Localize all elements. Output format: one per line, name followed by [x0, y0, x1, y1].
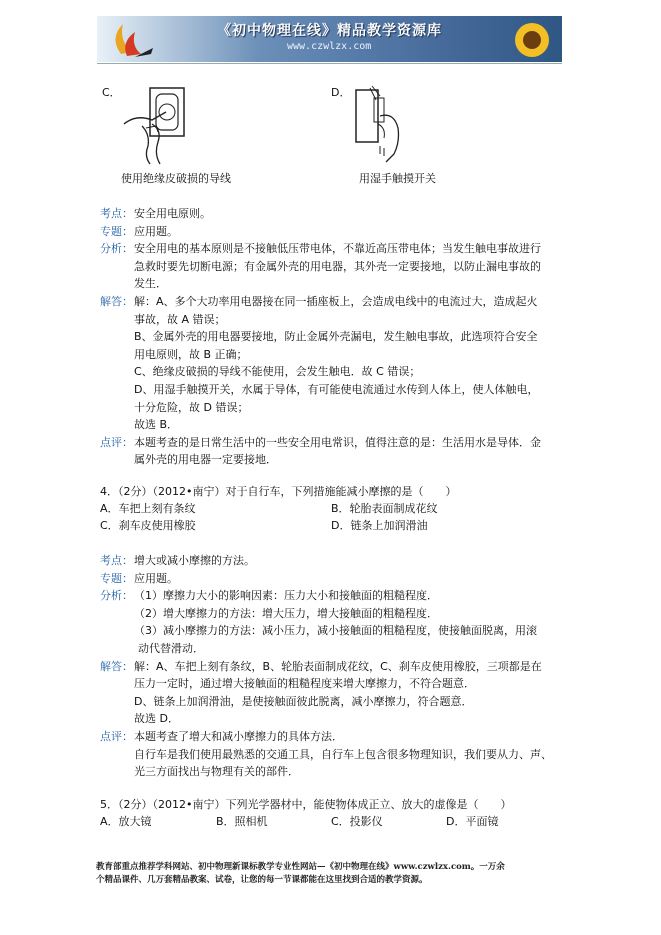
q3-dianping: 点评： 本题考查的是日常生活中的一些安全用电常识，值得注意的是：生活用水是导体．金 属外壳的用电器一定要接地．: [100, 435, 541, 467]
q5-option-b[interactable]: B．照相机: [216, 815, 268, 828]
header-divider: [97, 63, 562, 64]
q4-fenxi: 分析： （1）摩擦力大小的影响因素：压力大小和接触面的粗糙程度． （2）增大摩擦力的方法：增大压力，增大接触面的粗糙程度． （3）减小摩擦力的方法：减小压力，减小接触面的粗糙程度，使接触面脱离，用滚 动代替滑动．: [100, 589, 537, 655]
option-c-caption: 使用绝缘皮破损的导线: [121, 172, 231, 185]
option-d-label: D．: [331, 86, 351, 99]
q3-jieda: 解答： 解：A、多个大功率用电器接在同一插座板上，会造成电线中的电流过大，造成起火 事故，故 A 错误； B、金属外壳的用电器要接地，防止金属外壳漏电，发生触电事故，此选项符合安全 用电原则，故 B 正确； C、绝缘皮破损的导线不能使用，会发生触电．故 C 错误； D、用湿手触摸开关，水属于导体，有可能使电流通过水传到人体上，使人体触电， 十分危险，故 D 错误； 故选 B．: [100, 294, 539, 432]
option-c-label: C．: [102, 86, 121, 99]
q5-question: 5．（2分）（2012•南宁）下列光学器材中，能使物体成正立、放大的虚像是（ ）: [100, 798, 512, 811]
header-banner: [97, 16, 562, 62]
q5-option-a[interactable]: A．放大镜: [100, 815, 152, 828]
page-footer: [96, 861, 566, 887]
broken-wire-illustration: [122, 84, 192, 166]
wet-hand-switch-illustration: [350, 84, 410, 164]
q3-fenxi: 分析： 安全用电的基本原则是不接触低压带电体，不靠近高压带电体；当发生触电事故进行 急救时要先切断电源；有金属外壳的用电器，其外壳一定要接地，以防止漏电事故的 发生．: [100, 242, 541, 291]
site-logo-icon: [101, 18, 161, 60]
q4-zhuanti: 专题： 应用题。: [100, 571, 178, 585]
sunflower-icon: [502, 19, 558, 61]
q4-option-c[interactable]: C．刹车皮使用橡胶: [100, 519, 196, 532]
q4-dianping: 点评： 本题考查了增大和减小摩擦力的具体方法． 自行车是我们使用最熟悉的交通工具，自行车上包含很多物理知识，我们要从力、声、 光三方面找出与物理有关的部件．: [100, 729, 552, 779]
q5-option-d[interactable]: D．平面镜: [446, 815, 499, 828]
q4-option-a[interactable]: A．车把上刻有条纹: [100, 502, 196, 515]
q4-kaodian: 考点： 增大或减小摩擦的方法。: [100, 554, 255, 567]
q4-option-d[interactable]: D．链条上加润滑油: [331, 519, 428, 532]
q4-question: 4．（2分）（2012•南宁）对于自行车，下列措施能减小摩擦的是（ ）: [100, 485, 457, 498]
footer-line-2: 个精品课件、几万套精品教案、试卷，让您的每一节课都能在这里找到合适的教学资源。: [96, 875, 428, 885]
q3-zhuanti: 专题： 应用题。: [100, 224, 178, 238]
q3-analysis: [100, 205, 570, 469]
q4-analysis: [100, 552, 570, 781]
q3-kaodian: 考点： 安全用电原则。: [100, 207, 211, 220]
site-title: 《初中物理在线》精品教学资源库: [217, 23, 442, 39]
footer-line-1: 教育部重点推荐学科网站、初中物理新课标教学专业性网站—《初中物理在线》www.czwlzx.com。一万余: [96, 862, 505, 872]
site-url[interactable]: www.czwlzx.com: [287, 41, 372, 52]
q5-option-c[interactable]: C．投影仪: [331, 815, 383, 828]
q4-jieda: 解答： 解：A、车把上刻有条纹，B、轮胎表面制成花纹，C、刹车皮使用橡胶，三项都是在 压力一定时，通过增大接触面的粗糙程度来增大摩擦力，不符合题意． D、链条上加润滑油，是使接触面彼此脱离，减小摩擦力，符合题意． 故选 D．: [100, 659, 542, 726]
option-d-caption: 用湿手触摸开关: [359, 172, 436, 185]
q4-option-b[interactable]: B．轮胎表面制成花纹: [331, 502, 438, 515]
